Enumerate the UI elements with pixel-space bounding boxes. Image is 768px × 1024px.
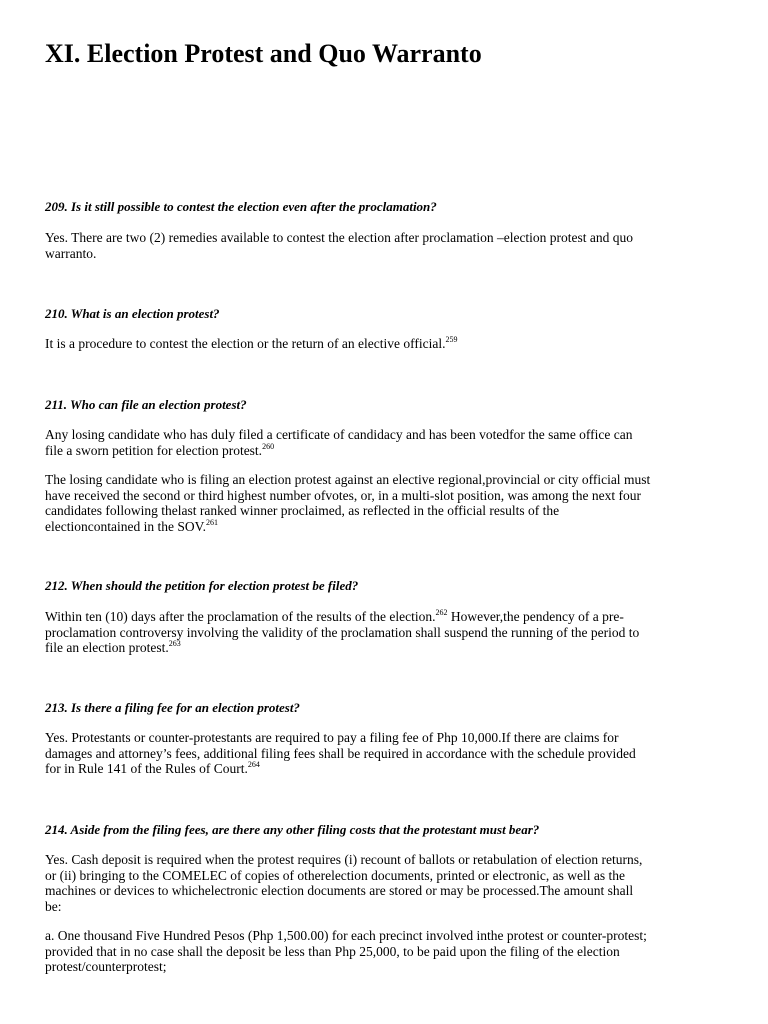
answer-line: have received the second or third highest number ofvotes, or, in a multi-slot position, was among the next four <box>45 487 641 503</box>
answer-text: It is a procedure to contest the election or the return of an elective official. <box>45 336 446 351</box>
footnote-ref: 262 <box>435 608 448 617</box>
footnote-ref: 264 <box>247 760 260 769</box>
answer-line: Any losing candidate who has duly filed a certificate of candidacy and has been votedfor the same office can <box>45 427 633 442</box>
footnote-ref: 259 <box>445 335 458 344</box>
answer-line: be: <box>45 898 62 914</box>
answer-line <box>45 640 639 656</box>
answer-line <box>45 609 639 625</box>
answer-line: proclamation controversy involving the validity of the proclamation shall suspend the running of the period to <box>45 624 640 640</box>
question-210: 210. What is an election protest? <box>45 306 220 321</box>
answer-line: candidates following thelast ranked winner proclaimed, as reflected in the official results of the <box>45 503 560 518</box>
answer-text: Within ten (10) days after the proclamation of the results of the election. <box>45 609 436 624</box>
answer-line: Yes. Cash deposit is required when the protest requires (i) recount of ballots or retabulation of election returns, <box>45 852 643 867</box>
answer-213 <box>45 730 636 777</box>
answer-210 <box>45 336 457 352</box>
answer-214-p1 <box>45 852 642 914</box>
question-212: 212. When should the petition for election protest be filed? <box>45 578 359 593</box>
question-209: 209. Is it still possible to contest the election even after the proclamation? <box>45 199 437 214</box>
answer-line: a. One thousand Five Hundred Pesos (Php 1,500.00) for each precinct involved inthe protest or counter-protest; <box>45 928 647 943</box>
answer-text: file a sworn petition for election protest. <box>45 442 263 458</box>
answer-line <box>45 761 636 777</box>
answer-text: for in Rule 141 of the Rules of Court. <box>45 761 248 776</box>
answer-line <box>45 519 650 535</box>
answer-text: However,the pendency of a pre- <box>447 609 624 624</box>
section-title: XI. Election Protest and Quo Warranto <box>45 39 482 68</box>
answer-line: warranto. <box>45 245 97 261</box>
answer-line: The losing candidate who is filing an election protest against an elective regional,provincial or city official must <box>45 472 651 487</box>
question-213: 213. Is there a filing fee for an election protest? <box>45 700 300 715</box>
footnote-ref: 260 <box>262 441 275 451</box>
answer-line: provided that in no case shall the deposit be less than Php 25,000, to be paid upon the filing of the election <box>45 943 620 959</box>
footnote-ref: 261 <box>205 517 218 527</box>
answer-line: or (ii) bringing to the COMELEC of copies of otherelection documents, printed or electronic, as well as the <box>45 867 625 883</box>
answer-line: protest/counterprotest; <box>45 959 167 974</box>
answer-214-p2 <box>45 928 647 975</box>
answer-line: machines or devices to whichelectronic election documents are stored or may be processed.The amount shall <box>45 883 634 898</box>
answer-209 <box>45 230 633 261</box>
answer-211-p1 <box>45 427 633 458</box>
answer-211-p2 <box>45 472 650 534</box>
answer-text: electioncontained in the SOV. <box>45 518 206 534</box>
question-211: 211. Who can file an election protest? <box>45 397 247 412</box>
answer-212 <box>45 609 639 656</box>
question-214: 214. Aside from the filing fees, are there any other filing costs that the protestant must bear? <box>45 822 540 837</box>
answer-line: Yes. Protestants or counter-protestants are required to pay a filing fee of Php 10,000.If there are claims for <box>45 730 619 745</box>
footnote-ref: 263 <box>168 639 181 648</box>
answer-line: damages and attorney’s fees, additional filing fees shall be required in accordance with the schedule provided <box>45 745 636 761</box>
answer-line <box>45 336 457 352</box>
answer-text: file an election protest. <box>45 640 169 655</box>
answer-line <box>45 443 633 459</box>
answer-line: Yes. There are two (2) remedies available to contest the election after proclamation –election protest and quo <box>45 230 634 245</box>
